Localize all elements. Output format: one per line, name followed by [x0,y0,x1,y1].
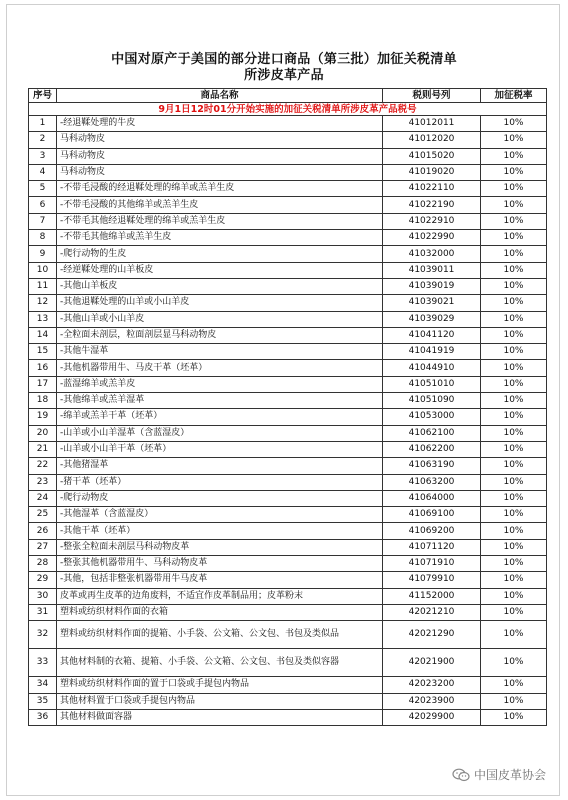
table-row [29,441,547,457]
row-name: -不带毛其他经退鞣处理的绵羊或羔羊生皮 [57,213,383,229]
table-row [29,693,547,709]
row-rate: 10% [481,539,547,555]
notice-row [29,103,547,116]
table-row [29,132,547,148]
table-row [29,507,547,523]
table-row [29,474,547,490]
row-rate: 10% [481,262,547,278]
header-index: 序号 [29,89,57,103]
table-row [29,677,547,693]
row-name: -其他山羊或小山羊皮 [57,311,383,327]
row-code: 41071910 [383,556,481,572]
row-code: 41022110 [383,181,481,197]
table-row [29,197,547,213]
table-row [29,181,547,197]
row-index: 35 [29,693,57,709]
row-code: 41039021 [383,295,481,311]
row-rate: 10% [481,148,547,164]
table-row [29,556,547,572]
row-rate: 10% [481,181,547,197]
row-code: 41063190 [383,458,481,474]
row-index: 29 [29,572,57,588]
row-code: 41019020 [383,164,481,180]
row-rate: 10% [481,649,547,677]
row-code: 41062200 [383,441,481,457]
row-code: 41022990 [383,230,481,246]
row-rate: 10% [481,441,547,457]
row-code: 42021290 [383,621,481,649]
row-name: -爬行动物皮 [57,490,383,506]
row-code: 41152000 [383,588,481,604]
row-rate: 10% [481,523,547,539]
row-rate: 10% [481,164,547,180]
row-name: -其他机器带用牛、马皮干革（坯革） [57,360,383,376]
row-code: 42023200 [383,677,481,693]
row-code: 41069100 [383,507,481,523]
row-name: -不带毛其他绵羊或羔羊生皮 [57,230,383,246]
row-name: -其他山羊板皮 [57,278,383,294]
row-name: -其他牛湿革 [57,344,383,360]
row-rate: 10% [481,490,547,506]
row-rate: 10% [481,197,547,213]
row-name: 塑料或纺织材料作面的衣箱 [57,604,383,620]
row-rate: 10% [481,693,547,709]
row-name: -绵羊或羔羊干革（坯革） [57,409,383,425]
row-rate: 10% [481,458,547,474]
row-name: -其他，包括非整张机器带用牛马皮革 [57,572,383,588]
row-code: 41053000 [383,409,481,425]
row-name: -不带毛浸酸的其他绵羊或羔羊生皮 [57,197,383,213]
row-name: -山羊或小山羊湿革（含蓝湿皮） [57,425,383,441]
document-title: 中国对原产于美国的部分进口商品（第三批）加征关税清单 [111,52,457,67]
table-row [29,246,547,262]
row-rate: 10% [481,556,547,572]
table-row [29,649,547,677]
row-index: 14 [29,327,57,343]
row-code: 41022190 [383,197,481,213]
row-index: 9 [29,246,57,262]
row-index: 6 [29,197,57,213]
row-index: 17 [29,376,57,392]
wechat-icon [452,768,470,782]
row-code: 41051090 [383,393,481,409]
row-index: 3 [29,148,57,164]
row-index: 19 [29,409,57,425]
row-rate: 10% [481,327,547,343]
row-rate: 10% [481,709,547,725]
row-rate: 10% [481,677,547,693]
row-name: -整张其他机器带用牛、马科动物皮革 [57,556,383,572]
table-row [29,311,547,327]
row-index: 32 [29,621,57,649]
row-index: 5 [29,181,57,197]
row-index: 28 [29,556,57,572]
row-index: 27 [29,539,57,555]
row-rate: 10% [481,311,547,327]
row-code: 41064000 [383,490,481,506]
row-name: 其他材料做面容器 [57,709,383,725]
row-rate: 10% [481,572,547,588]
row-name: 皮革或再生皮革的边角废料，不适宜作皮革制品用；皮革粉末 [57,588,383,604]
table-row [29,458,547,474]
table-row [29,148,547,164]
row-code: 42023900 [383,693,481,709]
row-code: 42029900 [383,709,481,725]
table-header-row [29,89,547,103]
row-code: 42021210 [383,604,481,620]
row-rate: 10% [481,360,547,376]
table-row [29,164,547,180]
row-rate: 10% [481,230,547,246]
row-code: 41012020 [383,132,481,148]
row-code: 41041120 [383,327,481,343]
row-index: 2 [29,132,57,148]
row-code: 41039011 [383,262,481,278]
table-row [29,572,547,588]
row-index: 20 [29,425,57,441]
row-name: -整张全粒面未剖层马科动物皮革 [57,539,383,555]
row-code: 41079910 [383,572,481,588]
row-rate: 10% [481,376,547,392]
row-code: 41071120 [383,539,481,555]
row-index: 10 [29,262,57,278]
row-code: 41051010 [383,376,481,392]
row-index: 11 [29,278,57,294]
row-name: 马科动物皮 [57,164,383,180]
table-row [29,393,547,409]
row-index: 34 [29,677,57,693]
row-name: 塑料或纺织材料作面的提箱、小手袋、公文箱、公文包、书包及类似品 [57,621,383,649]
row-name: -山羊或小山羊干革（坯革） [57,441,383,457]
row-index: 36 [29,709,57,725]
row-rate: 10% [481,507,547,523]
header-code: 税则号列 [383,89,481,103]
row-rate: 10% [481,344,547,360]
row-index: 16 [29,360,57,376]
table-row [29,621,547,649]
row-code: 41039019 [383,278,481,294]
row-code: 41044910 [383,360,481,376]
table-row [29,588,547,604]
table-row [29,327,547,343]
table-row [29,539,547,555]
table-row [29,490,547,506]
row-rate: 10% [481,409,547,425]
row-index: 22 [29,458,57,474]
row-name: -其他猪湿革 [57,458,383,474]
row-rate: 10% [481,213,547,229]
row-name: -经退鞣处理的牛皮 [57,116,383,132]
row-index: 18 [29,393,57,409]
notice-text: 9月1日12时01分开始实施的加征关税清单所涉皮革产品税号 [29,103,547,116]
table-row [29,295,547,311]
row-index: 15 [29,344,57,360]
row-index: 26 [29,523,57,539]
row-code: 41039029 [383,311,481,327]
row-code: 41063200 [383,474,481,490]
row-index: 13 [29,311,57,327]
row-name: -蓝湿绵羊或羔羊皮 [57,376,383,392]
row-name: -其他退鞣处理的山羊或小山羊皮 [57,295,383,311]
row-code: 41022910 [383,213,481,229]
row-code: 41015020 [383,148,481,164]
row-index: 8 [29,230,57,246]
row-rate: 10% [481,604,547,620]
table-row [29,376,547,392]
row-rate: 10% [481,246,547,262]
row-rate: 10% [481,425,547,441]
row-name: 其他材料制的衣箱、提箱、小手袋、公文箱、公文包、书包及类似容器 [57,649,383,677]
row-name: 塑料或纺织材料作面的置于口袋或手提包内物品 [57,677,383,693]
document-subtitle: 所涉皮革产品 [244,68,324,83]
table-row [29,409,547,425]
row-rate: 10% [481,393,547,409]
row-rate: 10% [481,132,547,148]
row-name: -其他绵羊或羔羊湿革 [57,393,383,409]
table-row [29,344,547,360]
row-code: 41041919 [383,344,481,360]
row-code: 41069200 [383,523,481,539]
row-index: 4 [29,164,57,180]
row-name: 马科动物皮 [57,148,383,164]
row-index: 7 [29,213,57,229]
row-name: -猪干革（坯革） [57,474,383,490]
row-index: 30 [29,588,57,604]
header-name: 商品名称 [57,89,383,103]
table-row [29,278,547,294]
table-row [29,230,547,246]
row-name: -全粒面未剖层，粒面剖层显马科动物皮 [57,327,383,343]
table-row [29,262,547,278]
row-name: 马科动物皮 [57,132,383,148]
row-rate: 10% [481,474,547,490]
table-row [29,604,547,620]
row-rate: 10% [481,621,547,649]
watermark-text: 中国皮革协会 [473,768,546,782]
row-code: 41032000 [383,246,481,262]
row-index: 23 [29,474,57,490]
row-code: 41062100 [383,425,481,441]
table-row [29,213,547,229]
row-index: 12 [29,295,57,311]
table-row [29,360,547,376]
row-index: 31 [29,604,57,620]
row-name: -其他湿革（含蓝湿皮） [57,507,383,523]
tariff-table [28,88,547,726]
row-rate: 10% [481,116,547,132]
row-name: -经逆鞣处理的山羊板皮 [57,262,383,278]
row-name: -爬行动物的生皮 [57,246,383,262]
row-rate: 10% [481,588,547,604]
row-index: 21 [29,441,57,457]
table-row [29,523,547,539]
row-name: -其他干革（坯革） [57,523,383,539]
row-index: 25 [29,507,57,523]
row-index: 24 [29,490,57,506]
header-rate: 加征税率 [481,89,547,103]
row-rate: 10% [481,278,547,294]
row-name: -不带毛浸酸的经退鞣处理的绵羊或羔羊生皮 [57,181,383,197]
row-index: 1 [29,116,57,132]
row-code: 41012011 [383,116,481,132]
table-row [29,425,547,441]
row-name: 其他材料置于口袋或手提包内物品 [57,693,383,709]
row-code: 42021900 [383,649,481,677]
wechat-watermark [452,766,546,783]
table-row [29,709,547,725]
table-row [29,116,547,132]
row-index: 33 [29,649,57,677]
row-rate: 10% [481,295,547,311]
